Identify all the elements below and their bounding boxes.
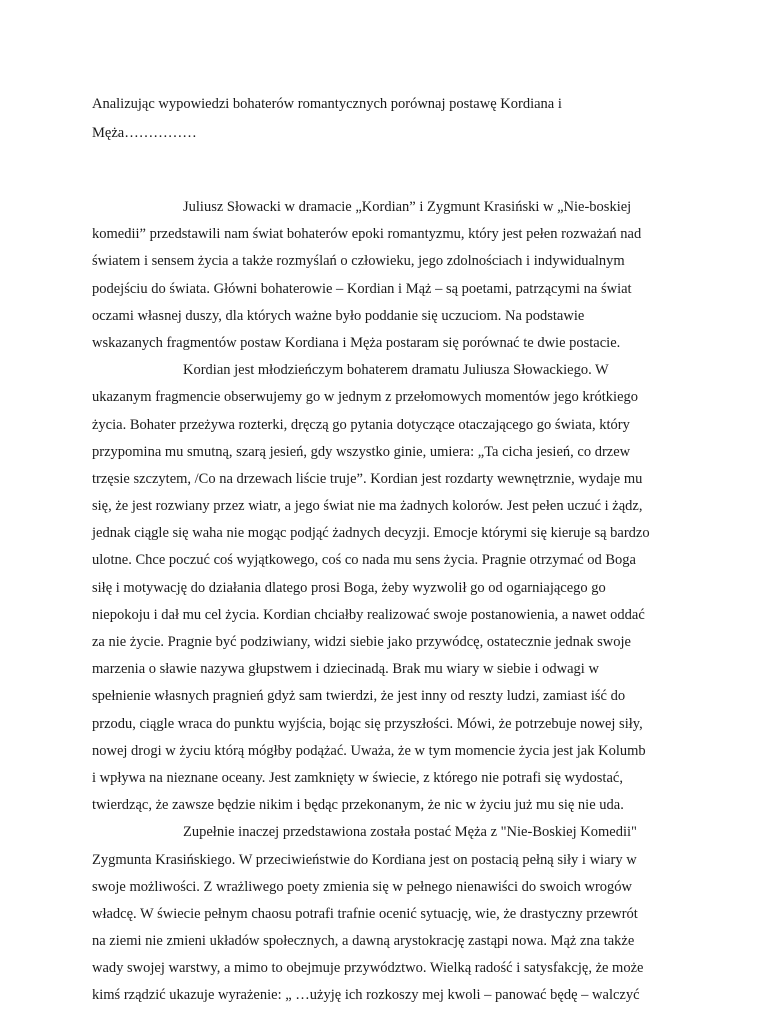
paragraph-line: się, że jest rozwiany przez wiatr, a jego świat nie ma żadnych kolorów. Jest pełen uczuć i żądz,	[92, 498, 643, 515]
paragraph-line: Zygmunta Krasińskiego. W przeciwieństwie do Kordiana jest on postacią pełną siły i wiary w	[92, 851, 637, 868]
paragraph-line: oczami własnej duszy, dla których ważne było poddanie się uczuciom. Na podstawie	[92, 307, 585, 324]
paragraph-line: władcę. W świecie pełnym chaosu potrafi trafnie ocenić sytuację, wie, że drastyczny przewrót	[92, 905, 638, 922]
paragraph-line: marzenia o sławie nazywa głupstwem i dziecinadą. Brak mu wiary w siebie i odwagi w	[92, 661, 599, 678]
title-line: Analizując wypowiedzi bohaterów romantycznych porównaj postawę Kordiana i	[92, 96, 562, 112]
paragraph-line: komedii” przedstawili nam świat bohaterów epoki romantyzmu, który jest pełen rozważań nad	[92, 226, 642, 243]
paragraph-line: podejściu do świata. Główni bohaterowie – Kordian i Mąż – są poetami, patrzącymi na świat	[92, 280, 632, 297]
paragraph-line: Juliusz Słowacki w dramacie „Kordian” i Zygmunt Krasiński w „Nie-boskiej	[183, 199, 632, 215]
paragraph-line: ulotne. Chce poczuć coś wyjątkowego, coś co nada mu sens życia. Pragnie otrzymać od Boga	[92, 552, 636, 569]
paragraph-line: ukazanym fragmencie obserwujemy go w jednym z przełomowych momentów jego krótkiego	[92, 389, 639, 406]
paragraph	[92, 357, 682, 819]
paragraph-line: Zupełnie inaczej przedstawiona została postać Męża z "Nie-Boskiej Komedii"	[183, 824, 637, 841]
paragraph-line: wady swojej warstwy, a mimo to obejmuje przywództwo. Wielką radość i satysfakcję, że może	[92, 960, 644, 977]
essay-body	[92, 194, 682, 1010]
paragraph-line: twierdząc, że zawsze będzie nikim i będąc przekonanym, że nic w życiu już mu się nie uda.	[92, 797, 624, 814]
paragraph-line: siłę i motywację do działania dlatego prosi Boga, żeby wyzwolił go od ogarniającego go	[92, 579, 606, 596]
paragraph-line: nowej drogi w życiu którą mógłby podążać. Uważa, że w tym momencie życia jest jak Kolumb	[92, 742, 646, 759]
paragraph-line: przypomina mu smutną, szarą jesień, gdy wszystko ginie, umiera: „Ta cicha jesień, co drzew	[92, 443, 631, 460]
paragraph-line: niepokoju i dał mu cel życia. Kordian chciałby realizować swoje postanowienia, a nawet oddać	[92, 606, 645, 623]
paragraph-line: wskazanych fragmentów postaw Kordiana i Męża postaram się porównać te dwie postacie.	[92, 334, 621, 351]
paragraph-line: trzęsie szczytem, /Co na drzewach liście truje”. Kordian jest rozdarty wewnętrznie, wydaje mu	[92, 470, 643, 487]
paragraph-line: życia. Bohater przeżywa rozterki, dręczą go pytania dotyczące otaczającego go świata, który	[92, 416, 630, 433]
paragraph-line: przodu, ciągle wraca do punktu wyjścia, bojąc się przyszłości. Mówi, że potrzebuje nowej siły,	[92, 715, 643, 732]
paragraph-line: na ziemi nie zmieni układów społecznych, a dawną arystokrację zastąpi nowa. Mąż zna także	[92, 933, 635, 950]
paragraph	[92, 819, 682, 1009]
paragraph-line: swoje możliwości. Z wrażliwego poety zmienia się w pełnego nienawiści do swoich wrogów	[92, 878, 632, 895]
title-line: Męża……………	[92, 125, 197, 141]
document-title	[92, 90, 692, 148]
paragraph-line: Kordian jest młodzieńczym bohaterem dramatu Juliusza Słowackiego. W	[183, 362, 609, 379]
paragraph	[92, 194, 682, 357]
paragraph-line: światem i sensem życia a także rozmyślań o człowieku, jego zdolnościach i indywidualnym	[92, 253, 625, 270]
paragraph-line: kimś rządzić ukazuje wyrażenie: „ …użyję ich rozkoszy mej kwoli – panować będę – walczyć	[92, 987, 640, 1004]
paragraph-line: i wpływa na nieznane oceany. Jest zamknięty w świecie, z którego nie potrafi się wydostać,	[92, 769, 623, 786]
paragraph-line: spełnienie własnych pragnień gdyż sam twierdzi, że jest inny od reszty ludzi, zamiast iść do	[92, 688, 626, 705]
paragraph-line: jednak ciągle się waha nie mogąc podjąć żadnych decyzji. Emocje którymi się kieruje są bardzo	[92, 525, 650, 542]
paragraph-line: za nie życie. Pragnie być podziwiany, widzi siebie jako przywódcę, ostatecznie jednak swoje	[92, 634, 631, 650]
